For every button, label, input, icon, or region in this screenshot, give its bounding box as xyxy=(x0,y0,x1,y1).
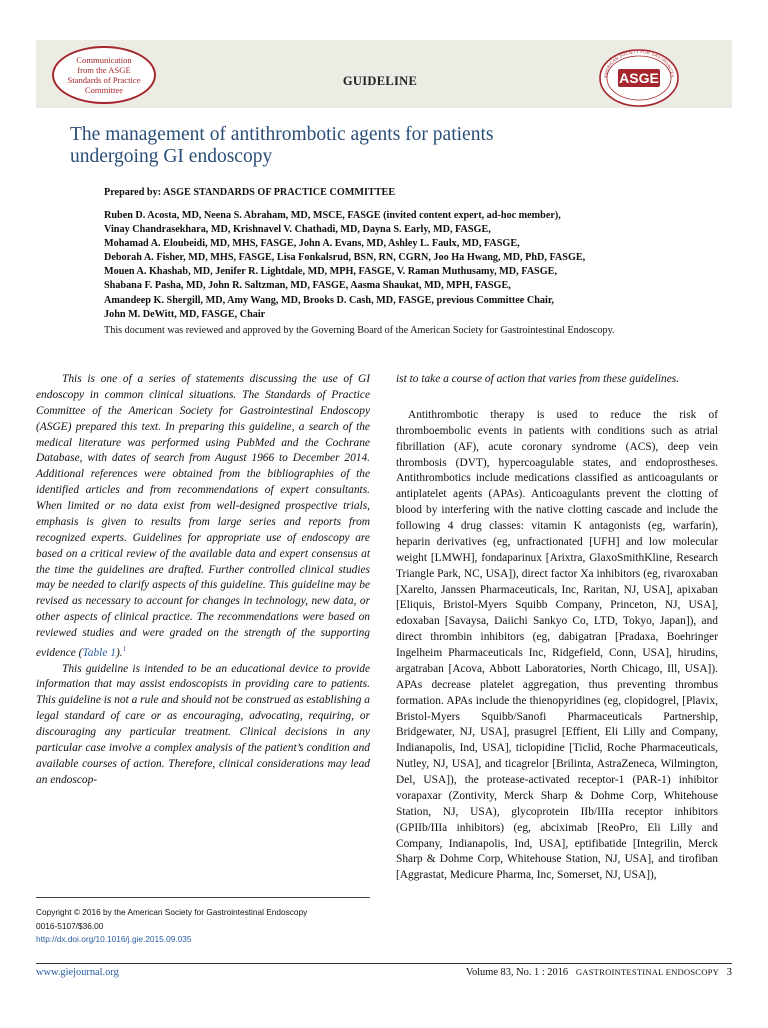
committee-badge xyxy=(52,46,156,104)
author-line: Deborah A. Fisher, MD, MHS, FASGE, Lisa Fonkalsrud, BSN, RN, CGRN, Joo Ha Hwang, MD, PhD, FASGE, xyxy=(104,252,586,264)
page-footer xyxy=(466,967,732,978)
committee-badge-text: Communication from the ASGE Standards of Practice Committee xyxy=(67,55,141,95)
reference-1[interactable]: 1 xyxy=(122,644,127,653)
asge-seal-logo xyxy=(598,48,680,108)
author-line: John M. DeWitt, MD, FASGE, Chair xyxy=(104,308,266,320)
intro-paragraph xyxy=(36,372,370,662)
article-title xyxy=(70,124,670,168)
right-column xyxy=(396,372,718,884)
author-line: Ruben D. Acosta, MD, Neena S. Abraham, MD, MSCE, FASGE (invited content expert, ad-hoc member), xyxy=(104,210,561,221)
section-label: GUIDELINE xyxy=(342,74,418,88)
journal-name: GASTROINTESTINAL ENDOSCOPY xyxy=(575,967,719,977)
volume-info: Volume 83, No. 1 : 2016 xyxy=(465,967,569,978)
seal-center-text: ASGE xyxy=(619,70,659,86)
title-line: The management of antithrombotic agents for patients xyxy=(70,124,494,145)
issn-line: 0016-5107/$36.00 xyxy=(36,920,104,931)
footer-divider xyxy=(36,963,732,964)
intro-text: This is one of a series of statements discussing the use of GI endoscopy in common clinical situations. The Standards of Practice Committee of the American Society for Gastrointestinal Endoscopy (ASGE) prepared this text. In preparing this guideline, a search of the medical literature was performed using PubMed and the Cochrane Database, with dates of search from August 1966 to December 2014. Additional references were obtained from the bibliographies of the identified articles and from recommendations of expert consultants. When limited or no data exist from well-designed prospective trials, emphasis is given to results from large series and reports from recognized experts. Guidelines for appropriate use of endoscopy are based on a critical review of the available data and expert consensus at the time the guidelines are drafted. Further controlled clinical studies may be needed to clarify aspects of this guideline. This guideline may be revised as necessary to account for changes in technology, new data, or other aspects of clinical practice. The recommendations were based on reviewed studies and were graded on the strength of the supporting evidence ( xyxy=(36,373,370,659)
journal-website-link[interactable]: www.giejournal.org xyxy=(36,967,119,978)
author-list xyxy=(104,209,724,322)
footnote-divider xyxy=(36,897,370,898)
table-1-link[interactable]: Table 1 xyxy=(82,646,116,659)
title-line: undergoing GI endoscopy xyxy=(70,146,273,167)
author-line: Mouen A. Khashab, MD, Jenifer R. Lightdale, MD, MPH, FASGE, V. Raman Muthusamy, MD, FASGE, xyxy=(104,266,557,278)
copyright-line: Copyright © 2016 by the American Society for Gastrointestinal Endoscopy xyxy=(36,907,308,917)
intro-text-end: ). xyxy=(115,646,123,659)
author-line: Vinay Chandrasekhara, MD, Krishnavel V. Chathadi, MD, Dayna S. Early, MD, FASGE, xyxy=(104,224,491,236)
author-line: Amandeep K. Shergill, MD, Amy Wang, MD, Brooks D. Cash, MD, FASGE, previous Committee Chair, xyxy=(104,294,554,306)
author-line: Shabana F. Pasha, MD, John R. Saltzman, MD, FASGE, Aasma Shaukat, MD, MPH, FASGE, xyxy=(104,280,511,292)
page-number: 3 xyxy=(726,967,732,978)
disclaimer-paragraph: This guideline is intended to be an educational device to provide information that may assist endoscopists in providing care to patients. This guideline is not a rule and should not be construed as establishing a legal standard of care or as encouraging, advocating, requiring, or discouraging any particular treatment. Clinical decisions in any particular case involve a complex analysis of the patient’s condition and available courses of action. Therefore, clinical considerations may lead an endoscop- xyxy=(36,662,370,786)
prepared-by: Prepared by: ASGE STANDARDS OF PRACTICE COMMITTEE xyxy=(104,187,396,198)
left-column xyxy=(36,372,370,789)
author-line: Mohamad A. Eloubeidi, MD, MHS, FASGE, John A. Evans, MD, Ashley L. Faulx, MD, FASGE, xyxy=(104,238,520,250)
seal-ring-text: AMERICAN SOCIETY FOR GASTROINTES xyxy=(602,48,676,79)
doi-link[interactable]: http://dx.doi.org/10.1016/j.gie.2015.09.035 xyxy=(36,934,192,945)
antithrombotic-paragraph: Antithrombotic therapy is used to reduce the risk of thromboembolic events in patients with conditions such as atrial fibrillation (AF), acute coronary syndrome (ACS), deep vein thrombosis (DVT), hypercoagulable states, and endoprostheses. Antithrombotics include medications classified as anticoagulants or antiplatelet agents (APAs). Anticoagulants prevent the clotting of blood by interfering with the native clotting cascade and include the following 4 drug classes: vitamin K antagonists (eg, warfarin), heparin derivatives (eg, unfractionated [UFH] and low molecular weight [LMWH], fondaparinux [Arixtra, GlaxoSmithKline, Research Triangle Park, NC, USA]), direct factor Xa inhibitors (eg, rivaroxaban [Xarelto, Janssen Pharmaceuticals, Inc, Raritan, NJ, USA], apixaban [Eliquis, Bristol-Myers Squibb Company, Princeton, NJ, USA], edoxaban [Savaysa, Daiichi Sankyo Co, LTD, Tokyo, Japan]), and direct thrombin inhibitors (eg, dabigatran [Pradaxa, Boehringer Ingelheim Pharmaceuticals Inc, Ridgefield, Conn, USA], hirudins, argatraban [Acova, Abbott Laboratories, North Chicago, Ill, USA]). APAs decrease platelet aggregation, thus preventing thrombus formation. APAs include the thienopyridines (eg, clopidogrel, [Plavix, Bristol-Myers Squibb/Sanofi Pharmaceuticals Partnership, Bridgewater, NJ, USA], prasugrel [Effient, Eli Lilly and Company, Indianapolis, Ind, USA], ticlopidine [Ticlid, Roche Pharmaceuticals, Nutley, NJ, USA], and ticagrelor [Brilinta, AstraZeneca, Wilmington, Del, USA]), the protease-activated receptor-1 (PAR-1) inhibitor vorapaxar (Zontivity, Merck Sharp & Dohme Corp, Whitehouse Station, NJ, USA), glycoprotein IIb/IIIa receptor inhibitors (GPIIb/IIIa inhibitors) (eg, abciximab [ReoPro, Eli Lilly and Company, Indianapolis, Ind, USA], eptifibatide [Integrilin, Merck Sharp & Dohme Corp, Whitehouse Station, NJ, USA], and tirofiban [Aggrastat, Medicure Pharma, Inc, Somerset, NJ, USA]), xyxy=(396,408,718,882)
copyright-footnote xyxy=(36,906,376,947)
continuation-text: ist to take a course of action that varies from these guidelines. xyxy=(396,373,680,385)
approval-note: This document was reviewed and approved by the Governing Board of the American Society for Gastrointestinal Endoscopy. xyxy=(104,325,615,336)
